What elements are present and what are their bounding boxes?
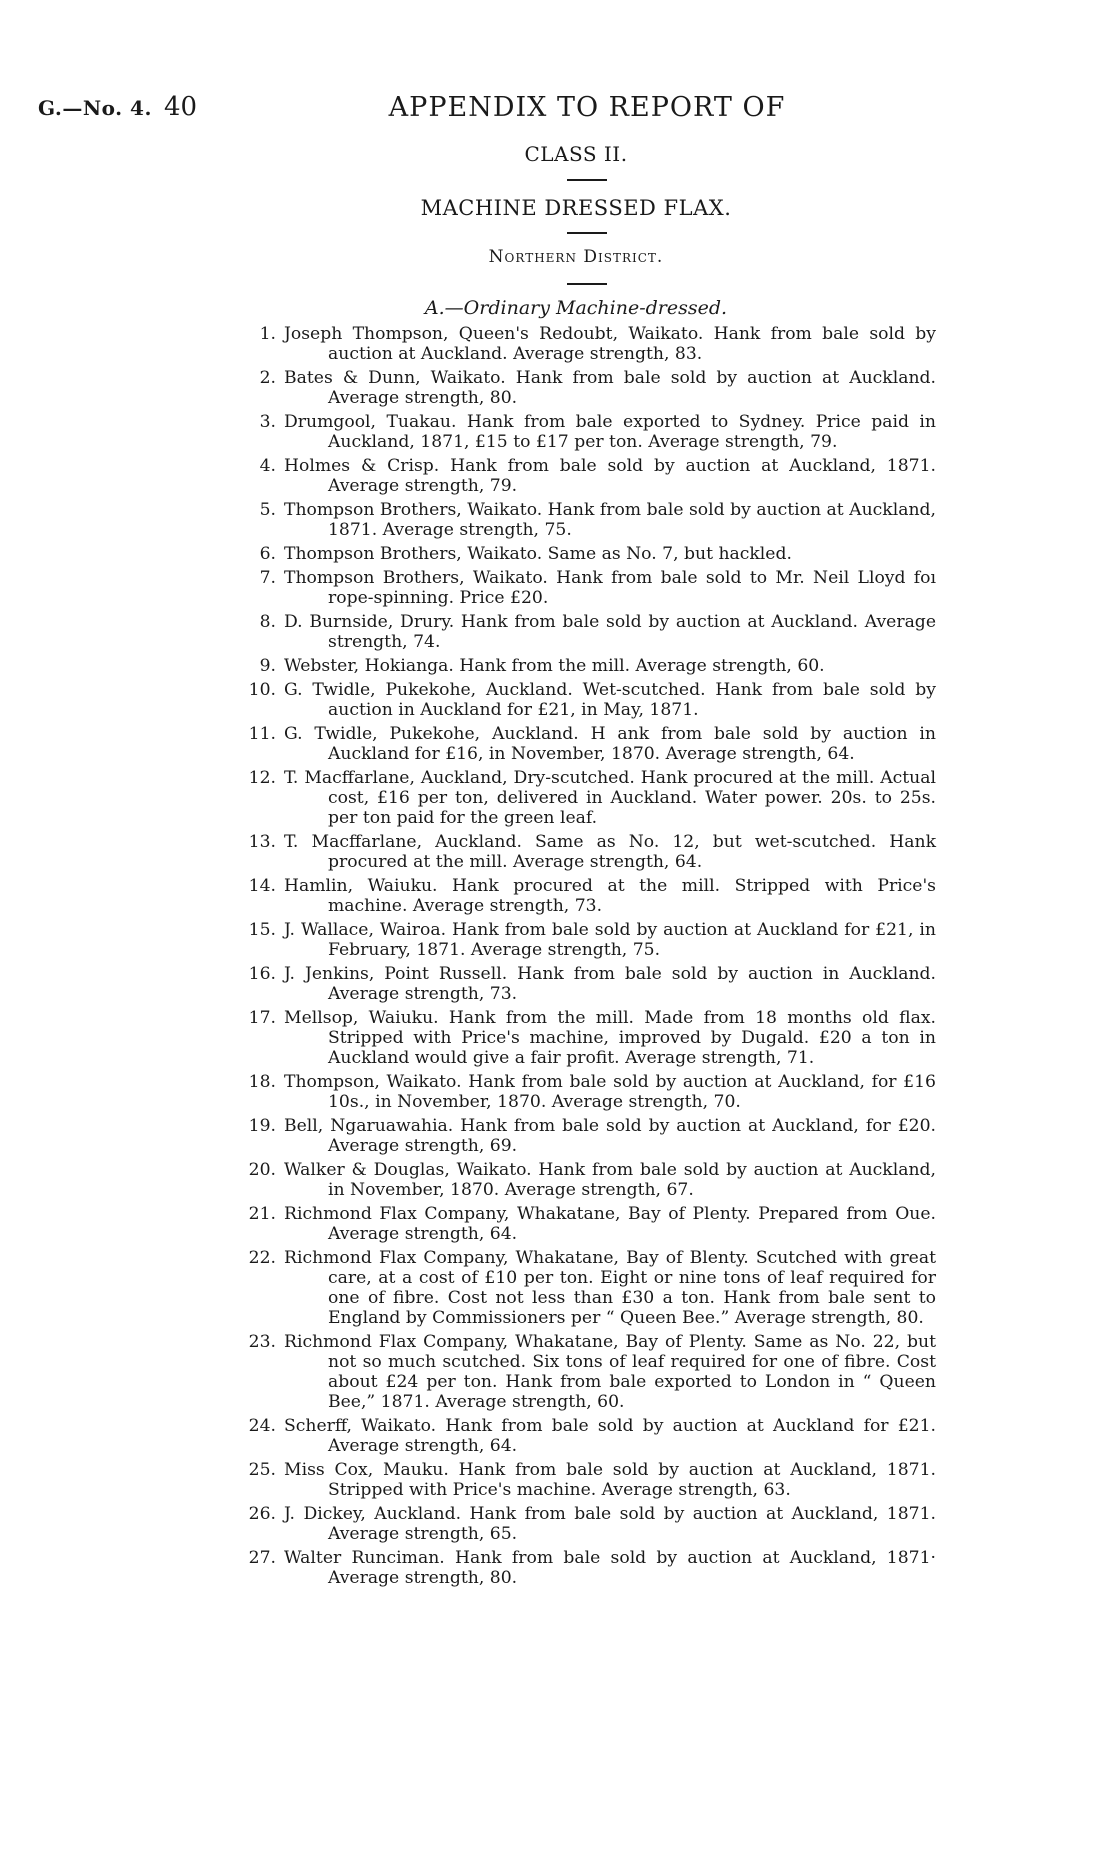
- entry-number: 11.: [248, 724, 276, 744]
- entry-text: J. Dickey, Auckland. Hank from bale sold by auction at Auckland, 1871. Average strength, 65.: [284, 1504, 936, 1544]
- entry-text: Walter Runciman. Hank from bale sold by auction at Auckland, 1871· Average strength, 80.: [284, 1548, 936, 1588]
- entry-number: 3.: [259, 412, 276, 432]
- entry-text: Thompson Brothers, Waikato. Same as No. 7, but hackled.: [284, 544, 792, 564]
- section-title: MACHINE DRESSED FLAX.: [420, 196, 732, 220]
- list-item: [236, 1504, 936, 1544]
- entry-number: 22.: [248, 1248, 276, 1268]
- entry-text: Thompson, Waikato. Hank from bale sold by auction at Auckland, for £16 10s., in November, 1870. Average strength, 70.: [284, 1072, 936, 1112]
- entry-number: 17.: [248, 1008, 276, 1028]
- entry-text: Richmond Flax Company, Whakatane, Bay of Plenty. Prepared from Oue. Average strength, 64.: [284, 1204, 936, 1244]
- list-item: [236, 1460, 936, 1500]
- list-item: [236, 724, 936, 764]
- entry-number: 18.: [248, 1072, 276, 1092]
- entry-number: 7.: [259, 568, 276, 588]
- page-header: [30, 88, 1084, 128]
- list-item: [236, 768, 936, 828]
- district-title: Northern District.: [488, 247, 664, 267]
- list-item: [236, 876, 936, 916]
- entry-text: D. Burnside, Drury. Hank from bale sold by auction at Auckland. Average strength, 74.: [284, 612, 936, 652]
- entry-text: Holmes & Crisp. Hank from bale sold by auction at Auckland, 1871. Average strength, 79.: [284, 456, 936, 496]
- list-item: [236, 1204, 936, 1244]
- entry-text: Miss Cox, Mauku. Hank from bale sold by auction at Auckland, 1871. Stripped with Price's machine. Average strength, 63.: [284, 1460, 936, 1500]
- list-item: [236, 1008, 936, 1068]
- entry-number: 1.: [259, 324, 276, 344]
- entry-text: Drumgool, Tuakau. Hank from bale exported to Sydney. Price paid in Auckland, 1871, £15 to £17 per ton. Average strength, 79.: [284, 412, 936, 452]
- list-item: [236, 1248, 936, 1328]
- entry-number: 25.: [248, 1460, 276, 1480]
- entry-text: Bates & Dunn, Waikato. Hank from bale sold by auction at Auckland. Average strength, 80.: [284, 368, 936, 408]
- list-item: [236, 1160, 936, 1200]
- list-item: [236, 1332, 936, 1412]
- entry-text: Thompson Brothers, Waikato. Hank from bale sold to Mr. Neil Lloyd foı rope-spinning. Price £20.: [284, 568, 936, 608]
- list-item: [236, 832, 936, 872]
- list-item: [236, 456, 936, 496]
- entry-number: 24.: [248, 1416, 276, 1436]
- entry-text: G. Twidle, Pukekohe, Auckland. Wet-scutched. Hank from bale sold by auction in Auckland for £21, in May, 1871.: [284, 680, 936, 720]
- entry-text: Thompson Brothers, Waikato. Hank from bale sold by auction at Auckland, 1871. Average strength, 75.: [284, 500, 936, 540]
- entry-text: T. Macffarlane, Auckland. Same as No. 12, but wet-scutched. Hank procured at the mill. Average strength, 64.: [284, 832, 936, 872]
- list-item: [236, 612, 936, 652]
- entry-text: Richmond Flax Company, Whakatane, Bay of Blenty. Scutched with great care, at a cost of £10 per ton. Eight or nine tons of leaf required for one of fibre. Cost not less than £30 a ton. Hank from bale sent to England by Commissioners per “ Queen Bee.” Average strength, 80.: [284, 1248, 936, 1328]
- entry-number: 15.: [248, 920, 276, 940]
- entry-text: G. Twidle, Pukekohe, Auckland. H ank from bale sold by auction in Auckland for £16, in November, 1870. Average strength, 64.: [284, 724, 936, 764]
- entry-text: Joseph Thompson, Queen's Redoubt, Waikato. Hank from bale sold by auction at Auckland. Average strength, 83.: [284, 324, 936, 364]
- list-item: [236, 1072, 936, 1112]
- entry-text: T. Macffarlane, Auckland, Dry-scutched. Hank procured at the mill. Actual cost, £16 per ton, delivered in Auckland. Water power. 20s. to 25s. per ton paid for the green leaf.: [284, 768, 936, 828]
- entry-text: Bell, Ngaruawahia. Hank from bale sold by auction at Auckland, for £20. Average strength, 69.: [284, 1116, 936, 1156]
- entry-number: 2.: [259, 368, 276, 388]
- page-title: APPENDIX TO REPORT OF: [388, 92, 786, 123]
- list-item: [236, 964, 936, 1004]
- divider-rule: [567, 179, 607, 181]
- document-reference: G.—No. 4.: [38, 96, 152, 120]
- entry-number: 20.: [248, 1160, 276, 1180]
- entry-number: 16.: [248, 964, 276, 984]
- entry-number: 13.: [248, 832, 276, 852]
- entry-number: 26.: [248, 1504, 276, 1524]
- entry-text: Scherff, Waikato. Hank from bale sold by auction at Auckland for £21. Average strength, 64.: [284, 1416, 936, 1456]
- entry-number: 27.: [248, 1548, 276, 1568]
- list-item: [236, 544, 936, 564]
- entry-number: 4.: [259, 456, 276, 476]
- entry-number: 14.: [248, 876, 276, 896]
- entry-number: 9.: [259, 656, 276, 676]
- list-item: [236, 568, 936, 608]
- entry-text: Richmond Flax Company, Whakatane, Bay of Plenty. Same as No. 22, but not so much scutched. Six tons of leaf required for one of fibre. Cost about £24 per ton. Hank from bale exported to London in “ Queen Bee,” 1871. Average strength, 60.: [284, 1332, 936, 1412]
- list-item: [236, 324, 936, 364]
- entry-list: [236, 324, 936, 1592]
- entry-text: J. Wallace, Wairoa. Hank from bale sold by auction at Auckland for £21, in February, 1871. Average strength, 75.: [284, 920, 936, 960]
- subsection-title: A.—Ordinary Machine-dressed.: [424, 297, 728, 319]
- entry-number: 19.: [248, 1116, 276, 1136]
- list-item: [236, 680, 936, 720]
- entry-text: J. Jenkins, Point Russell. Hank from bale sold by auction in Auckland. Average strength, 73.: [284, 964, 936, 1004]
- entry-text: Hamlin, Waiuku. Hank procured at the mill. Stripped with Price's machine. Average strength, 73.: [284, 876, 936, 916]
- entry-number: 21.: [248, 1204, 276, 1224]
- list-item: [236, 920, 936, 960]
- list-item: [236, 500, 936, 540]
- entry-number: 23.: [248, 1332, 276, 1352]
- entry-number: 8.: [259, 612, 276, 632]
- list-item: [236, 1416, 936, 1456]
- divider-rule: [567, 232, 607, 234]
- class-title: CLASS II.: [524, 142, 628, 166]
- entry-number: 5.: [259, 500, 276, 520]
- list-item: [236, 656, 936, 676]
- list-item: [236, 1116, 936, 1156]
- entry-text: Webster, Hokianga. Hank from the mill. Average strength, 60.: [284, 656, 825, 676]
- entry-number: 12.: [248, 768, 276, 788]
- divider-rule: [567, 283, 607, 285]
- page-number: 40: [164, 92, 198, 122]
- entry-text: Walker & Douglas, Waikato. Hank from bale sold by auction at Auckland, in November, 1870. Average strength, 67.: [284, 1160, 936, 1200]
- list-item: [236, 412, 936, 452]
- entry-number: 10.: [248, 680, 276, 700]
- entry-number: 6.: [259, 544, 276, 564]
- list-item: [236, 1548, 936, 1588]
- entry-text: Mellsop, Waiuku. Hank from the mill. Made from 18 months old flax. Stripped with Price's machine, improved by Dugald. £20 a ton in Auckland would give a fair profit. Average strength, 71.: [284, 1008, 936, 1068]
- list-item: [236, 368, 936, 408]
